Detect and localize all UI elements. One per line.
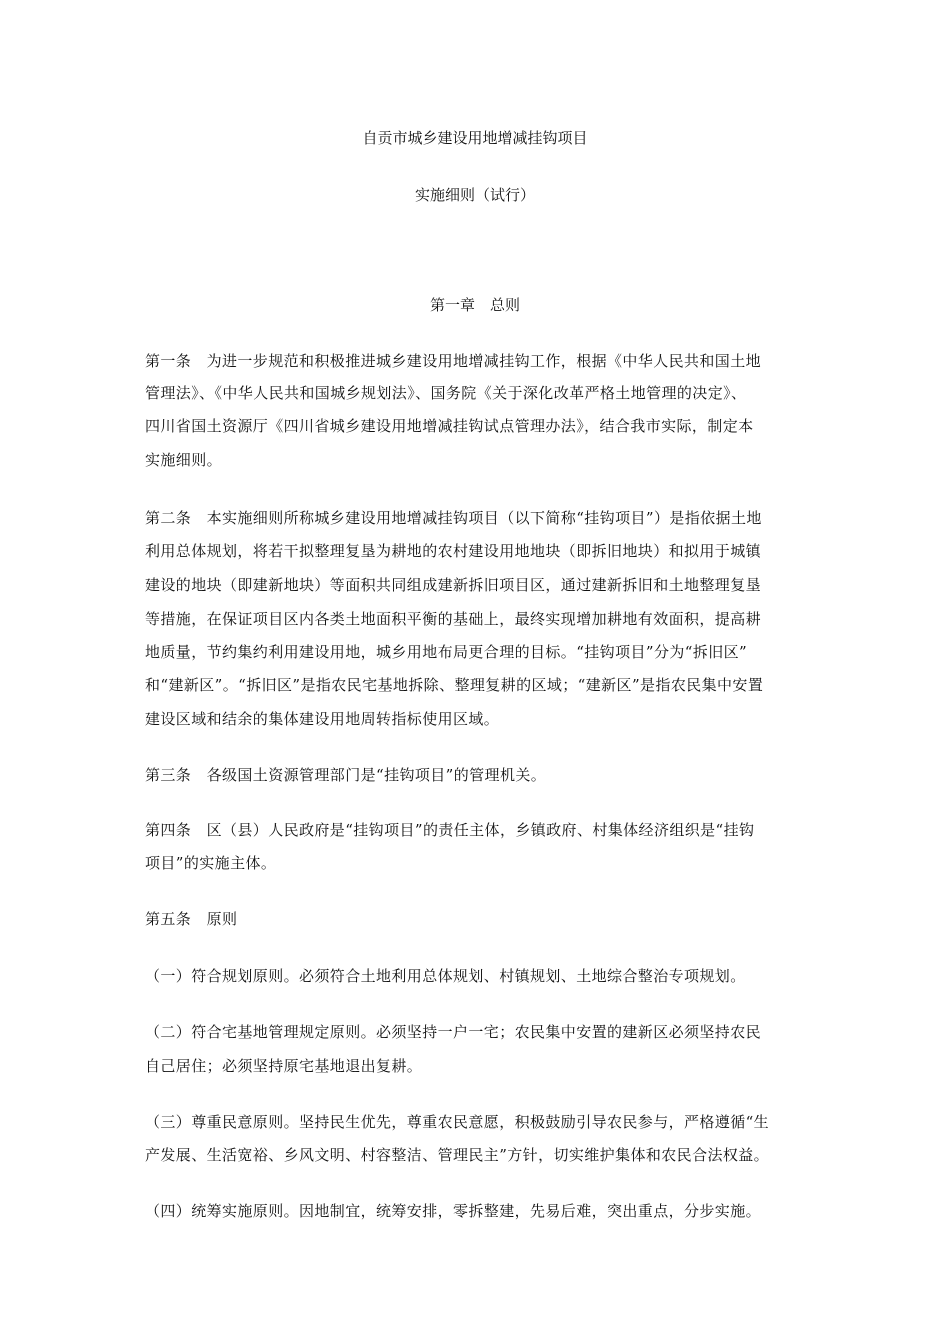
text-line: 建设的地块（即建新地块）等面积共同组成建新拆旧项目区，通过建新拆旧和土地整理复垦 xyxy=(145,576,762,594)
text-line: 地质量，节约集约利用建设用地，城乡用地布局更合理的目标。“挂钩项目”分为“拆旧区” xyxy=(145,643,748,661)
text-line: （二）符合宅基地管理规定原则。必须坚持一户一宅；农民集中安置的建新区必须坚持农民 xyxy=(145,1023,762,1041)
text-line: 等措施，在保证项目区内各类土地面积平衡的基础上，最终实现增加耕地有效面积，提高耕 xyxy=(145,610,762,628)
text-line: 产发展、生活宽裕、乡风文明、村容整洁、管理民主”方针，切实维护集体和农民合法权益。 xyxy=(145,1146,770,1164)
text-line: 利用总体规划，将若干拟整理复垦为耕地的农村建设用地地块（即拆旧地块）和拟用于城镇 xyxy=(145,542,762,560)
text-line: 四川省国土资源厅《四川省城乡建设用地增减挂钩试点管理办法》，结合我市实际，制定本 xyxy=(145,417,754,435)
text-line: （四）统筹实施原则。因地制宜，统筹安排，零拆整建，先易后难，突出重点，分步实施。 xyxy=(145,1202,762,1220)
text-line: 第五条 原则 xyxy=(145,910,238,928)
text-line: 管理法》、《中华人民共和国城乡规划法》、国务院《关于深化改革严格土地管理的决定》、 xyxy=(145,384,747,402)
document-title: 自贡市城乡建设用地增减挂钩项目 xyxy=(362,129,588,147)
text-line: 第四条 区（县）人民政府是“挂钩项目”的责任主体，乡镇政府、村集体经济组织是“挂钩 xyxy=(145,821,755,839)
text-line: 第三条 各级国土资源管理部门是“挂钩项目”的管理机关。 xyxy=(145,766,547,784)
document-subtitle: 实施细则（试行） xyxy=(414,186,535,204)
text-line: 自己居住；必须坚持原宅基地退出复耕。 xyxy=(145,1057,423,1075)
text-line: 第一条 为进一步规范和积极推进城乡建设用地增减挂钩工作，根据《中华人民共和国土地 xyxy=(145,352,762,370)
text-line: 第二条 本实施细则所称城乡建设用地增减挂钩项目（以下简称“挂钩项目”）是指依据土地 xyxy=(145,509,762,527)
text-line: （一）符合规划原则。必须符合土地利用总体规划、村镇规划、土地综合整治专项规划。 xyxy=(145,967,746,985)
text-line: 实施细则。 xyxy=(145,451,223,469)
chapter-heading: 第一章 总则 xyxy=(429,296,520,314)
text-line: 项目”的实施主体。 xyxy=(145,854,277,872)
text-line: 和“建新区”。“拆旧区”是指农民宅基地拆除、整理复耕的区域；“建新区”是指农民集中安置 xyxy=(145,676,764,694)
text-line: 建设区域和结余的集体建设用地周转指标使用区域。 xyxy=(145,710,500,728)
text-line: （三）尊重民意原则。坚持民生优先，尊重农民意愿，积极鼓励引导农民参与，严格遵循“生 xyxy=(145,1113,770,1131)
